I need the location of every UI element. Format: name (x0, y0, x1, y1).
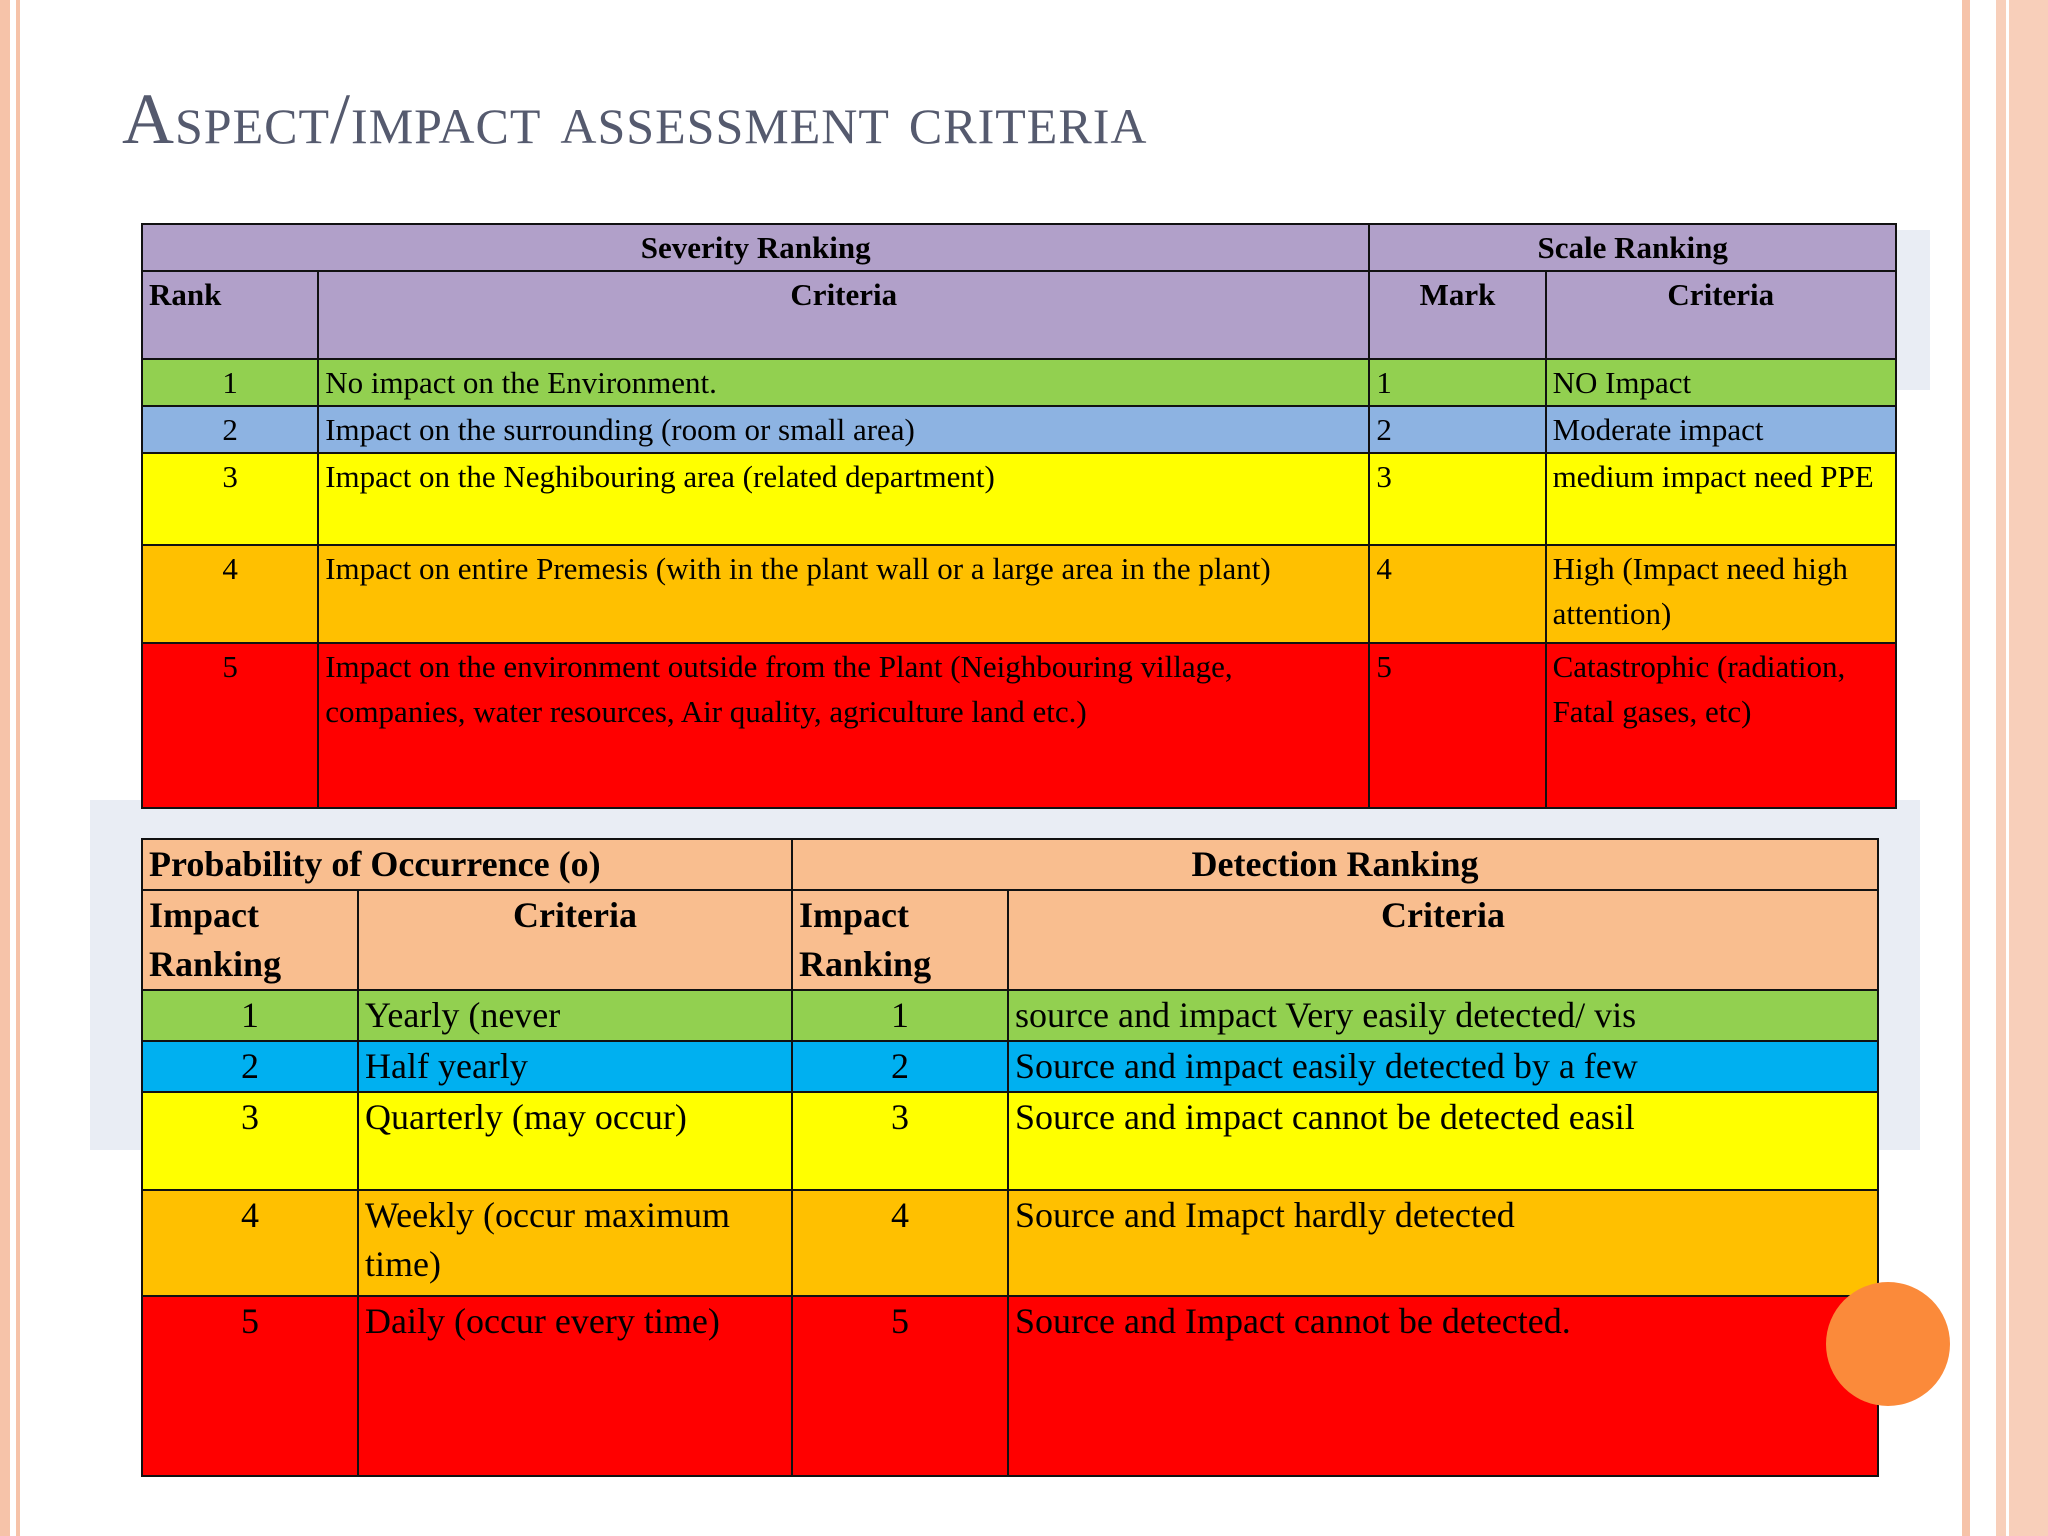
criteria-cell: Half yearly (358, 1041, 792, 1092)
severity-scale-table (141, 223, 1897, 809)
mark-cell: 5 (1369, 643, 1545, 808)
severity-ranking-header: Severity Ranking (142, 224, 1369, 271)
left-decor-line (16, 0, 20, 1536)
scale-criteria-cell: Catastrophic (radiation, Fatal gases, etc) (1546, 643, 1896, 808)
criteria-cell: Quarterly (may occur) (358, 1092, 792, 1190)
slide-title: Aspect/impact assessment criteria (122, 79, 1148, 159)
rank-cell: 1 (142, 359, 318, 406)
probability-header: Probability of Occurrence (o) (142, 839, 792, 890)
rank-cell: 3 (142, 1092, 358, 1190)
scale-criteria-cell: medium impact need PPE (1546, 453, 1896, 545)
table-row (142, 453, 1896, 545)
impact-ranking-2-column-header: Impact Ranking (792, 890, 1008, 990)
rank-column-header: Rank (142, 271, 318, 359)
rank-cell: 5 (142, 1296, 358, 1476)
right-decor-gap (2006, 0, 2009, 1536)
criteria-cell: Daily (occur every time) (358, 1296, 792, 1476)
table-row (142, 990, 1878, 1041)
scale-criteria-column-header: Criteria (1546, 271, 1896, 359)
rank2-cell: 5 (792, 1296, 1008, 1476)
table-row (142, 1190, 1878, 1296)
table-row (142, 359, 1896, 406)
criteria-cell: Impact on the surrounding (room or small area) (318, 406, 1369, 453)
table-row (142, 406, 1896, 453)
scale-ranking-header: Scale Ranking (1369, 224, 1896, 271)
criteria-cell: Impact on entire Premesis (with in the plant wall or a large area in the plant) (318, 545, 1369, 643)
table-row (142, 643, 1896, 808)
mark-column-header: Mark (1369, 271, 1545, 359)
mark-cell: 2 (1369, 406, 1545, 453)
scale-criteria-cell: NO Impact (1546, 359, 1896, 406)
criteria-column-header: Criteria (358, 890, 792, 990)
rank-cell: 3 (142, 453, 318, 545)
scale-criteria-cell: High (Impact need high attention) (1546, 545, 1896, 643)
rank-cell: 1 (142, 990, 358, 1041)
impact-ranking-column-header: Impact Ranking (142, 890, 358, 990)
table-row (142, 1041, 1878, 1092)
table-row (142, 1296, 1878, 1476)
criteria-cell: No impact on the Environment. (318, 359, 1369, 406)
rank2-cell: 4 (792, 1190, 1008, 1296)
scale-criteria-cell: Moderate impact (1546, 406, 1896, 453)
rank2-cell: 2 (792, 1041, 1008, 1092)
table-row (142, 545, 1896, 643)
criteria-column-header: Criteria (318, 271, 1369, 359)
rank-cell: 2 (142, 1041, 358, 1092)
detection-criteria-cell: Source and Imapct hardly detected (1008, 1190, 1878, 1296)
detection-criteria-column-header: Criteria (1008, 890, 1878, 990)
rank-cell: 2 (142, 406, 318, 453)
rank-cell: 4 (142, 545, 318, 643)
rank-cell: 4 (142, 1190, 358, 1296)
left-decor-stripe (0, 0, 10, 1536)
mark-cell: 4 (1369, 545, 1545, 643)
detection-criteria-cell: source and impact Very easily detected/ vis (1008, 990, 1878, 1041)
detection-ranking-header: Detection Ranking (792, 839, 1878, 890)
right-decor-stripe (1996, 0, 2048, 1536)
probability-detection-table (141, 838, 1879, 1477)
criteria-cell: Weekly (occur maximum time) (358, 1190, 792, 1296)
detection-criteria-cell: Source and impact cannot be detected easil (1008, 1092, 1878, 1190)
rank2-cell: 1 (792, 990, 1008, 1041)
rank-cell: 5 (142, 643, 318, 808)
criteria-cell: Impact on the environment outside from the Plant (Neighbouring village, companies, water resources, Air quality, agriculture land etc.) (318, 643, 1369, 808)
rank2-cell: 3 (792, 1092, 1008, 1190)
criteria-cell: Yearly (never (358, 990, 792, 1041)
mark-cell: 1 (1369, 359, 1545, 406)
criteria-cell: Impact on the Neghibouring area (related department) (318, 453, 1369, 545)
accent-circle (1826, 1282, 1950, 1406)
right-decor-line (1962, 0, 1970, 1536)
table-row (142, 1092, 1878, 1190)
detection-criteria-cell: Source and Impact cannot be detected. (1008, 1296, 1878, 1476)
detection-criteria-cell: Source and impact easily detected by a few (1008, 1041, 1878, 1092)
mark-cell: 3 (1369, 453, 1545, 545)
